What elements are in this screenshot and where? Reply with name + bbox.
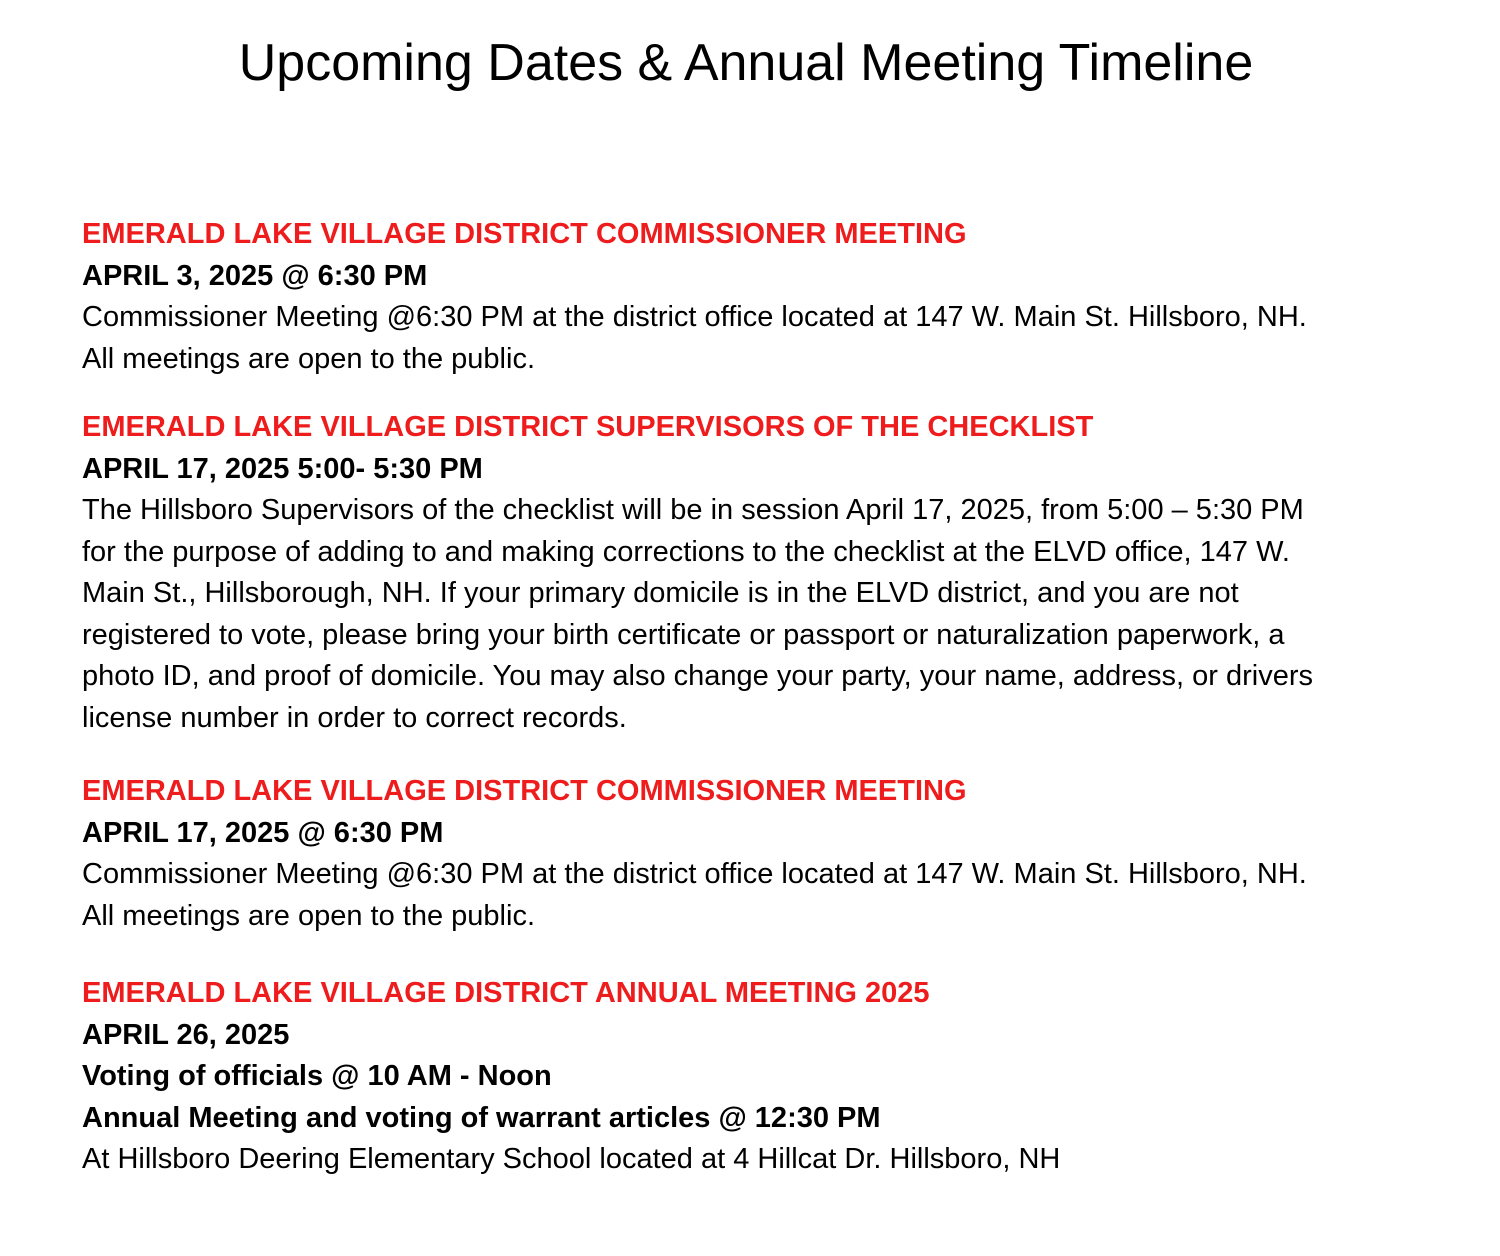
- event-description-line: Commissioner Meeting @6:30 PM at the district office located at 147 W. Main St. Hillsboro, NH.: [82, 301, 1307, 333]
- event-commissioner-meeting-april-17: [82, 771, 1422, 937]
- event-date: APRIL 26, 2025: [82, 1018, 290, 1051]
- event-description-line: All meetings are open to the public.: [82, 342, 535, 375]
- event-heading: EMERALD LAKE VILLAGE DISTRICT ANNUAL MEETING 2025: [82, 977, 930, 1009]
- events-list: [82, 214, 1422, 1181]
- event-description-line: photo ID, and proof of domicile. You may also change your party, your name, address, or drivers: [82, 660, 1314, 692]
- event-date: APRIL 17, 2025 5:00- 5:30 PM: [82, 452, 483, 485]
- event-description-line: At Hillsboro Deering Elementary School located at 4 Hillcat Dr. Hillsboro, NH: [82, 1143, 1061, 1175]
- event-description-line: registered to vote, please bring your birth certificate or passport or naturalization paperwork, a: [82, 618, 1285, 651]
- event-annual-meeting-2025: [82, 973, 1422, 1181]
- event-heading: EMERALD LAKE VILLAGE DISTRICT COMMISSIONER MEETING: [82, 218, 967, 250]
- event-date: APRIL 17, 2025 @ 6:30 PM: [82, 816, 444, 849]
- event-description-line: All meetings are open to the public.: [82, 899, 535, 932]
- event-detail-annual-meeting: Annual Meeting and voting of warrant articles @ 12:30 PM: [82, 1101, 881, 1134]
- event-description-line: for the purpose of adding to and making corrections to the checklist at the ELVD office, 147 W.: [82, 535, 1290, 568]
- event-supervisors-checklist-april-17: [82, 407, 1422, 739]
- event-description-line: Main St., Hillsborough, NH. If your primary domicile is in the ELVD district, and you are not: [82, 577, 1239, 609]
- event-heading: EMERALD LAKE VILLAGE DISTRICT COMMISSIONER MEETING: [82, 775, 967, 807]
- event-commissioner-meeting-april-3: [82, 214, 1422, 380]
- event-detail-voting-officials: Voting of officials @ 10 AM - Noon: [82, 1060, 552, 1092]
- event-description-line: The Hillsboro Supervisors of the checklist will be in session April 17, 2025, from 5:00 – 5:30 PM: [82, 494, 1304, 526]
- event-date: APRIL 3, 2025 @ 6:30 PM: [82, 259, 428, 292]
- event-heading: EMERALD LAKE VILLAGE DISTRICT SUPERVISORS OF THE CHECKLIST: [82, 411, 1094, 443]
- event-description-line: license number in order to correct records.: [82, 701, 627, 734]
- event-description-line: Commissioner Meeting @6:30 PM at the district office located at 147 W. Main St. Hillsboro, NH.: [82, 858, 1307, 890]
- page-title: Upcoming Dates & Annual Meeting Timeline: [238, 34, 1254, 92]
